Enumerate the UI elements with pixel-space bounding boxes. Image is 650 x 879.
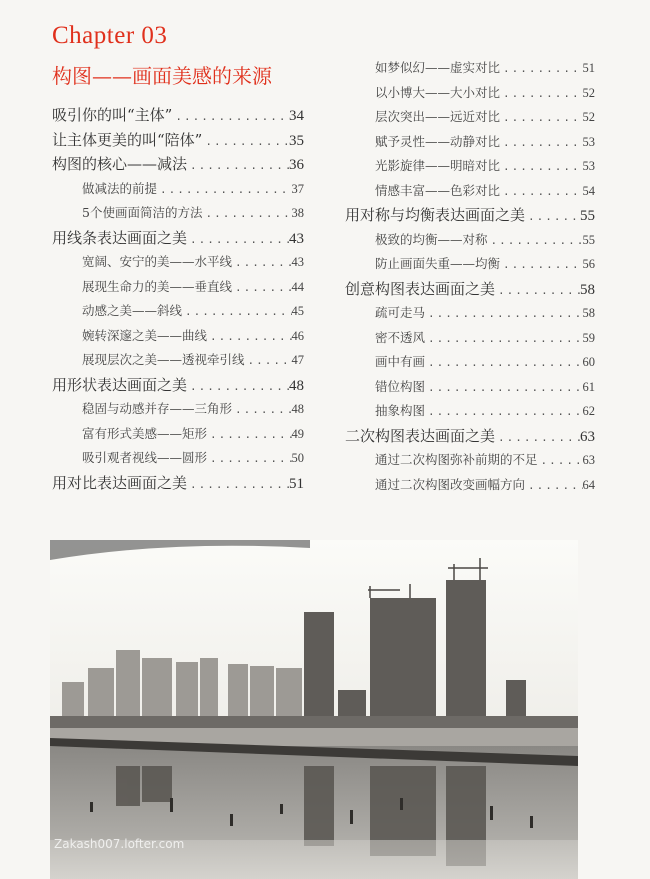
toc-page-number: 55 — [582, 232, 595, 247]
toc-section-entry[interactable] — [52, 152, 304, 177]
toc-entry-title: 用形状表达画面之美 — [52, 375, 188, 394]
toc-page-number: 38 — [291, 206, 304, 220]
toc-dot-leader — [500, 180, 582, 205]
toc-page-number: 48 — [289, 377, 304, 394]
toc-entry-title: 情感丰富——色彩对比 — [375, 182, 501, 198]
toc-entry-title: 如梦似幻——虚实对比 — [375, 60, 501, 75]
toc-subsection-entry[interactable] — [52, 201, 304, 226]
toc-page-number: 52 — [582, 85, 595, 100]
toc-entry-title: 展现生命力的美——垂直线 — [82, 278, 233, 294]
city-waterfront-photo — [50, 540, 578, 879]
toc-subsection-entry[interactable] — [52, 446, 304, 471]
toc-section-entry[interactable] — [345, 424, 595, 449]
toc-page-number: 50 — [291, 451, 304, 465]
toc-dot-leader — [207, 423, 291, 448]
toc-dot-leader — [157, 178, 291, 203]
toc-dot-leader — [425, 302, 582, 327]
toc-entry-title: 创意构图表达画面之美 — [345, 279, 496, 298]
toc-page-number: 48 — [291, 402, 304, 416]
toc-dot-leader — [202, 202, 291, 227]
toc-page-number: 44 — [291, 279, 304, 294]
toc-subsection-entry[interactable] — [345, 301, 595, 326]
toc-section-entry[interactable] — [345, 277, 595, 302]
toc-subsection-entry[interactable] — [345, 448, 595, 473]
toc-subsection-entry[interactable] — [345, 252, 595, 277]
toc-page-number: 58 — [580, 281, 595, 298]
toc-dot-leader — [500, 131, 582, 156]
toc-page-number: 53 — [582, 134, 595, 149]
toc-page-number: 63 — [580, 428, 595, 445]
toc-page-number: 34 — [289, 108, 304, 124]
toc-entry-title: 用对称与均衡表达画面之美 — [345, 206, 526, 224]
toc-entry-title: 5个使画面简洁的方法 — [82, 205, 203, 220]
toc-page-number: 60 — [582, 355, 595, 369]
toc-subsection-entry[interactable] — [52, 397, 304, 422]
toc-section-entry[interactable] — [345, 203, 595, 228]
photo-watermark: Zakash007.lofter.com — [54, 837, 185, 851]
toc-subsection-entry[interactable] — [345, 81, 595, 106]
toc-dot-leader — [232, 251, 291, 276]
toc-entry-title: 做减法的前提 — [82, 180, 158, 196]
toc-page-number: 45 — [291, 304, 304, 318]
toc-page-number: 58 — [582, 306, 595, 320]
toc-page-number: 49 — [291, 426, 304, 441]
toc-page-number: 55 — [580, 208, 595, 224]
toc-dot-leader — [425, 327, 582, 352]
toc-page-number: 62 — [582, 404, 595, 418]
toc-page-number: 63 — [582, 453, 595, 467]
toc-dot-leader — [187, 154, 289, 179]
toc-dot-leader — [500, 155, 582, 180]
toc-section-entry[interactable] — [52, 471, 304, 496]
toc-subsection-entry[interactable] — [52, 177, 304, 202]
chapter-subtitle: 构图——画面美感的来源 — [52, 64, 272, 88]
toc-entry-title: 通过二次构图改变画幅方向 — [375, 476, 526, 492]
toc-subsection-entry[interactable] — [345, 350, 595, 375]
toc-subsection-entry[interactable] — [345, 375, 595, 400]
toc-entry-title: 吸引你的叫“主体” — [52, 106, 173, 124]
toc-page-number: 59 — [582, 330, 595, 345]
toc-page-number: 46 — [291, 328, 304, 343]
toc-entry-title: 让主体更美的叫“陪体” — [52, 130, 203, 149]
toc-section-entry[interactable] — [52, 226, 304, 251]
toc-dot-leader — [182, 300, 291, 325]
toc-page-number: 51 — [289, 475, 304, 492]
toc-entry-title: 赋予灵性——动静对比 — [375, 133, 501, 149]
toc-entry-title: 极致的均衡——对称 — [375, 231, 488, 247]
toc-right-column — [345, 56, 595, 497]
toc-subsection-entry[interactable] — [345, 154, 595, 179]
toc-subsection-entry[interactable] — [345, 130, 595, 155]
toc-dot-leader — [207, 325, 291, 350]
toc-dot-leader — [500, 106, 582, 131]
toc-subsection-entry[interactable] — [345, 228, 595, 253]
toc-left-column — [52, 103, 304, 495]
skyline-illustration — [50, 540, 578, 879]
toc-entry-title: 用线条表达画面之美 — [52, 228, 188, 247]
toc-page-number: 51 — [582, 61, 595, 75]
toc-subsection-entry[interactable] — [345, 399, 595, 424]
toc-dot-leader — [495, 279, 580, 304]
toc-subsection-entry[interactable] — [345, 105, 595, 130]
toc-page-number: 37 — [291, 181, 304, 196]
toc-entry-title: 防止画面失重——均衡 — [375, 256, 501, 271]
toc-entry-title: 婉转深邃之美——曲线 — [82, 327, 208, 343]
toc-dot-leader — [187, 228, 289, 253]
toc-subsection-entry[interactable] — [52, 348, 304, 373]
toc-subsection-entry[interactable] — [345, 179, 595, 204]
toc-entry-title: 构图的核心——减法 — [52, 155, 188, 173]
toc-entry-title: 通过二次构图弥补前期的不足 — [375, 452, 538, 467]
toc-page-number: 54 — [582, 183, 595, 198]
toc-subsection-entry[interactable] — [345, 473, 595, 498]
toc-entry-title: 动感之美——斜线 — [82, 303, 183, 318]
toc-subsection-entry[interactable] — [52, 250, 304, 275]
toc-page-number: 56 — [582, 257, 595, 271]
toc-page-number: 43 — [291, 255, 304, 269]
toc-entry-title: 层次突出——远近对比 — [375, 109, 501, 124]
toc-dot-leader — [525, 205, 580, 230]
toc-subsection-entry[interactable] — [52, 275, 304, 300]
toc-page-number: 64 — [582, 477, 595, 492]
toc-subsection-entry[interactable] — [52, 422, 304, 447]
toc-subsection-entry[interactable] — [52, 324, 304, 349]
toc-page-number: 61 — [582, 379, 595, 394]
toc-dot-leader — [500, 253, 582, 278]
toc-entry-title: 以小博大——大小对比 — [375, 84, 501, 100]
toc-subsection-entry[interactable] — [345, 56, 595, 81]
chapter-heading: Chapter 03 — [52, 22, 168, 49]
toc-entry-title: 富有形式美感——矩形 — [82, 425, 208, 441]
toc-dot-leader — [187, 473, 289, 498]
toc-page-number: 36 — [289, 157, 304, 173]
toc-dot-leader — [538, 449, 583, 474]
toc-dot-leader — [488, 229, 583, 254]
toc-entry-title: 光影旋律——明暗对比 — [375, 158, 501, 173]
toc-page-number: 47 — [291, 353, 304, 367]
toc-entry-title: 宽阔、安宁的美——水平线 — [82, 254, 233, 269]
toc-page-number: 53 — [582, 159, 595, 173]
toc-entry-title: 吸引观者视线——圆形 — [82, 450, 208, 465]
toc-entry-title: 二次构图表达画面之美 — [345, 426, 496, 445]
toc-dot-leader — [202, 130, 289, 155]
toc-entry-title: 错位构图 — [375, 378, 426, 394]
toc-section-entry[interactable] — [52, 373, 304, 398]
toc-page-number: 35 — [289, 132, 304, 149]
toc-entry-title: 疏可走马 — [375, 305, 426, 320]
toc-dot-leader — [232, 276, 291, 301]
toc-dot-leader — [500, 57, 582, 82]
toc-page-number: 52 — [582, 110, 595, 124]
toc-dot-leader — [232, 398, 291, 423]
toc-entry-title: 用对比表达画面之美 — [52, 473, 188, 492]
toc-section-entry[interactable] — [52, 103, 304, 128]
toc-section-entry[interactable] — [52, 128, 304, 153]
toc-dot-leader — [207, 447, 291, 472]
toc-entry-title: 抽象构图 — [375, 403, 426, 418]
toc-entry-title: 画中有画 — [375, 354, 426, 369]
toc-dot-leader — [525, 474, 582, 499]
toc-dot-leader — [245, 349, 292, 374]
toc-dot-leader — [500, 82, 582, 107]
toc-page-number: 43 — [289, 230, 304, 247]
toc-subsection-entry[interactable] — [345, 326, 595, 351]
toc-entry-title: 展现层次之美——透视牵引线 — [82, 352, 245, 367]
toc-entry-title: 密不透风 — [375, 329, 426, 345]
toc-dot-leader — [172, 105, 289, 130]
toc-entry-title: 稳固与动感并存——三角形 — [82, 401, 233, 416]
toc-dot-leader — [425, 351, 582, 376]
toc-dot-leader — [495, 426, 580, 451]
toc-dot-leader — [187, 375, 289, 400]
toc-dot-leader — [425, 376, 582, 401]
toc-subsection-entry[interactable] — [52, 299, 304, 324]
toc-dot-leader — [425, 400, 582, 425]
